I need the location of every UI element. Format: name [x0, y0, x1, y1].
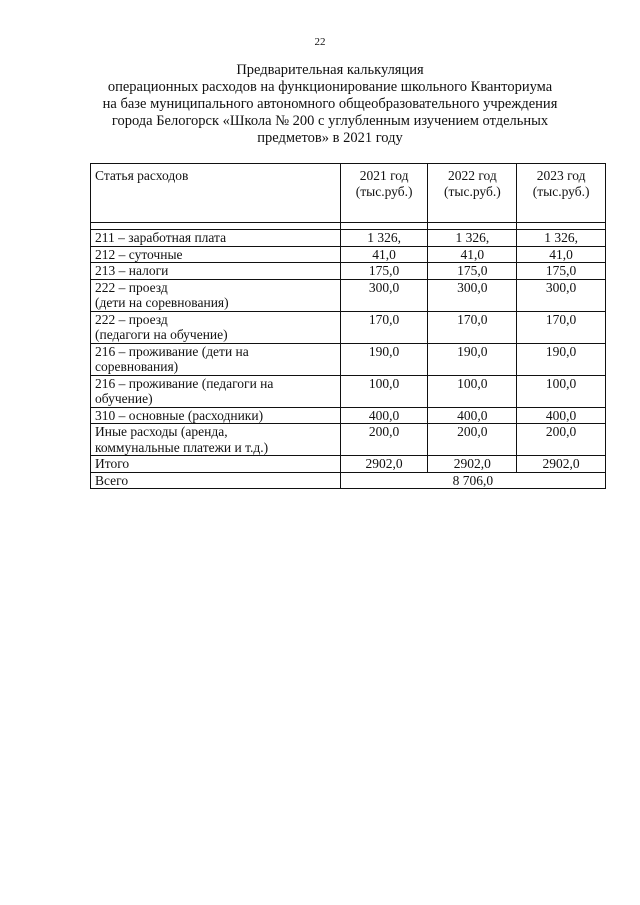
expense-item-cell: [91, 230, 341, 247]
expense-item-cell: [91, 424, 341, 456]
header-year: 2021 год: [359, 168, 409, 183]
header-unit: (тыс.руб.): [532, 183, 590, 199]
expense-item-text: соревнования): [95, 359, 179, 374]
header-year: 2023 год: [536, 168, 586, 183]
expense-table: [90, 163, 606, 489]
value-2023-cell: 100,0: [517, 375, 606, 407]
expense-item-text: 212 – суточные: [95, 246, 183, 262]
title-line: предметов» в 2021 году: [257, 130, 403, 146]
header-expense-item: Статья расходов: [91, 164, 341, 223]
spacer-cell: [91, 223, 341, 230]
value-2021-cell: 300,0: [340, 279, 428, 311]
value-2022-cell: 175,0: [428, 263, 517, 280]
header-year: 2022 год: [447, 168, 497, 183]
value-2023-cell: 41,0: [517, 246, 606, 263]
value-2023-cell: 400,0: [517, 407, 606, 424]
value-2021-cell: 170,0: [340, 311, 428, 343]
spacer-cell: [428, 223, 517, 230]
spacer-row: [91, 223, 606, 230]
header-2023: [517, 164, 606, 223]
page-number: 22: [314, 36, 326, 48]
expense-item-text: 222 – проезд: [95, 279, 168, 295]
expense-item-text: Иные расходы (аренда,: [95, 424, 228, 439]
value-2023-cell: 1 326,: [517, 230, 606, 247]
value-2022-cell: 190,0: [428, 343, 517, 375]
expense-item-cell: [91, 407, 341, 424]
value-2022-cell: 41,0: [428, 246, 517, 263]
spacer-cell: [340, 223, 428, 230]
expense-item-text: 211 – заработная плата: [95, 230, 227, 245]
table-row: [91, 343, 606, 375]
value-2022-cell: 2902,0: [428, 456, 517, 473]
value-2021-cell: 190,0: [340, 343, 428, 375]
expense-item-text: 310 – основные (расходники): [95, 407, 264, 423]
expense-item-text: Итого: [95, 456, 130, 471]
value-2023-cell: 170,0: [517, 311, 606, 343]
expense-item-text: коммунальные платежи и т.д.): [95, 439, 269, 455]
expense-item-cell: [91, 456, 341, 473]
table-row: [91, 279, 606, 311]
expense-item-cell: [91, 246, 341, 263]
value-2022-cell: 300,0: [428, 279, 517, 311]
expense-item-cell: [91, 311, 341, 343]
table-row: [91, 456, 606, 473]
value-2023-cell: 190,0: [517, 343, 606, 375]
spacer-cell: [517, 223, 606, 230]
value-2022-cell: 200,0: [428, 424, 517, 456]
title-line: на базе муниципального автономного общеобразовательного учреждения: [102, 96, 558, 112]
expense-item-text: 216 – проживание (дети на: [95, 343, 249, 359]
header-2022: [428, 164, 517, 223]
expense-item-text: 216 – проживание (педагоги на: [95, 375, 274, 391]
table-row: [91, 424, 606, 456]
value-2021-cell: 41,0: [340, 246, 428, 263]
header-unit: (тыс.руб.): [355, 183, 413, 199]
expense-item-text: 213 – налоги: [95, 263, 169, 278]
value-2023-cell: 200,0: [517, 424, 606, 456]
value-2023-cell: 2902,0: [517, 456, 606, 473]
value-2021-cell: 175,0: [340, 263, 428, 280]
table-row: [91, 311, 606, 343]
grand-total-row: [91, 472, 606, 489]
expense-item-cell: [91, 279, 341, 311]
value-2021-cell: 1 326,: [340, 230, 428, 247]
table-row: [91, 263, 606, 280]
expense-item-text: обучение): [95, 391, 153, 406]
value-2022-cell: 400,0: [428, 407, 517, 424]
title-line: операционных расходов на функционирование школьного Кванториума: [107, 79, 553, 95]
value-2021-cell: 100,0: [340, 375, 428, 407]
expense-item-text: (дети на соревнования): [95, 295, 229, 310]
title-line: города Белогорск «Школа № 200 с углубленным изучением отдельных: [111, 113, 549, 129]
value-2021-cell: 200,0: [340, 424, 428, 456]
table-row: [91, 230, 606, 247]
table-header-row: [91, 164, 606, 223]
table-body: [91, 230, 606, 473]
value-2022-cell: 170,0: [428, 311, 517, 343]
value-2022-cell: 100,0: [428, 375, 517, 407]
grand-total-label: Всего: [91, 472, 341, 489]
document-title: [60, 62, 600, 147]
header-unit: (тыс.руб.): [443, 183, 501, 199]
expense-item-text: 222 – проезд: [95, 311, 168, 327]
value-2021-cell: 400,0: [340, 407, 428, 424]
grand-total-value: 8 706,0: [340, 472, 605, 489]
expense-item-text: (педагоги на обучение): [95, 327, 228, 342]
value-2023-cell: 300,0: [517, 279, 606, 311]
title-line: Предварительная калькуляция: [236, 62, 424, 78]
header-2021: [340, 164, 428, 223]
expense-item-cell: [91, 263, 341, 280]
table-row: [91, 246, 606, 263]
table-row: [91, 407, 606, 424]
value-2023-cell: 175,0: [517, 263, 606, 280]
value-2021-cell: 2902,0: [340, 456, 428, 473]
value-2022-cell: 1 326,: [428, 230, 517, 247]
table-row: [91, 375, 606, 407]
expense-item-cell: [91, 375, 341, 407]
expense-item-cell: [91, 343, 341, 375]
